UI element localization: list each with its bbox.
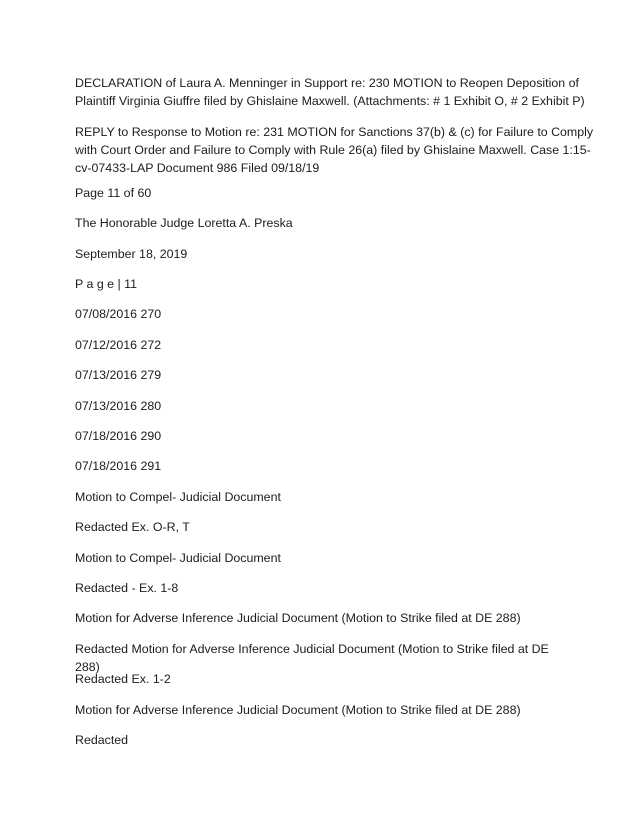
entry-line: Motion to Compel- Judicial Document bbox=[75, 490, 281, 504]
entry-line: Motion for Adverse Inference Judicial Document (Motion to Strike filed at DE 288) bbox=[75, 611, 521, 625]
entry-line: Motion for Adverse Inference Judicial Document (Motion to Strike filed at DE 288) bbox=[75, 703, 521, 717]
entry-line: 07/08/2016 270 bbox=[75, 307, 162, 321]
entry-line: 07/18/2016 291 bbox=[75, 459, 162, 473]
reply-paragraph bbox=[75, 123, 594, 177]
declaration-line-1: DECLARATION of Laura A. Menninger in Support re: 230 MOTION to Reopen Deposition of bbox=[75, 76, 579, 90]
entry-line: 07/13/2016 279 bbox=[75, 368, 162, 382]
reply-line-3: cv-07433-LAP Document 986 Filed 09/18/19 bbox=[75, 161, 320, 175]
page-marker: P a g e | 11 bbox=[75, 277, 138, 291]
reply-line-2: with Court Order and Failure to Comply with Rule 26(a) filed by Ghislaine Maxwell. Case 1:15- bbox=[75, 143, 591, 157]
reply-line-1: REPLY to Response to Motion re: 231 MOTION for Sanctions 37(b) & (c) for Failure to Comply bbox=[75, 125, 594, 139]
entry-line: Redacted Ex. O-R, T bbox=[75, 520, 190, 534]
entry-line: Redacted Ex. 1-2 bbox=[75, 672, 171, 686]
document-date: September 18, 2019 bbox=[75, 247, 188, 261]
entry-line: 07/18/2016 290 bbox=[75, 429, 162, 443]
declaration-line-2: Plaintiff Virginia Giuffre filed by Ghislaine Maxwell. (Attachments: # 1 Exhibit O, # 2 Exhibit P) bbox=[75, 94, 585, 108]
page-count: Page 11 of 60 bbox=[75, 186, 152, 200]
judge-name: The Honorable Judge Loretta A. Preska bbox=[75, 216, 293, 230]
entry-line: 07/12/2016 272 bbox=[75, 338, 162, 352]
entry-line: Redacted bbox=[75, 733, 129, 747]
declaration-paragraph bbox=[75, 74, 585, 110]
entry-line: Redacted - Ex. 1-8 bbox=[75, 581, 179, 595]
entry-line: Motion to Compel- Judicial Document bbox=[75, 551, 281, 565]
entry-line: Redacted Motion for Adverse Inference Judicial Document (Motion to Strike filed at DE 288) bbox=[75, 642, 549, 674]
entry-line: 07/13/2016 280 bbox=[75, 399, 162, 413]
